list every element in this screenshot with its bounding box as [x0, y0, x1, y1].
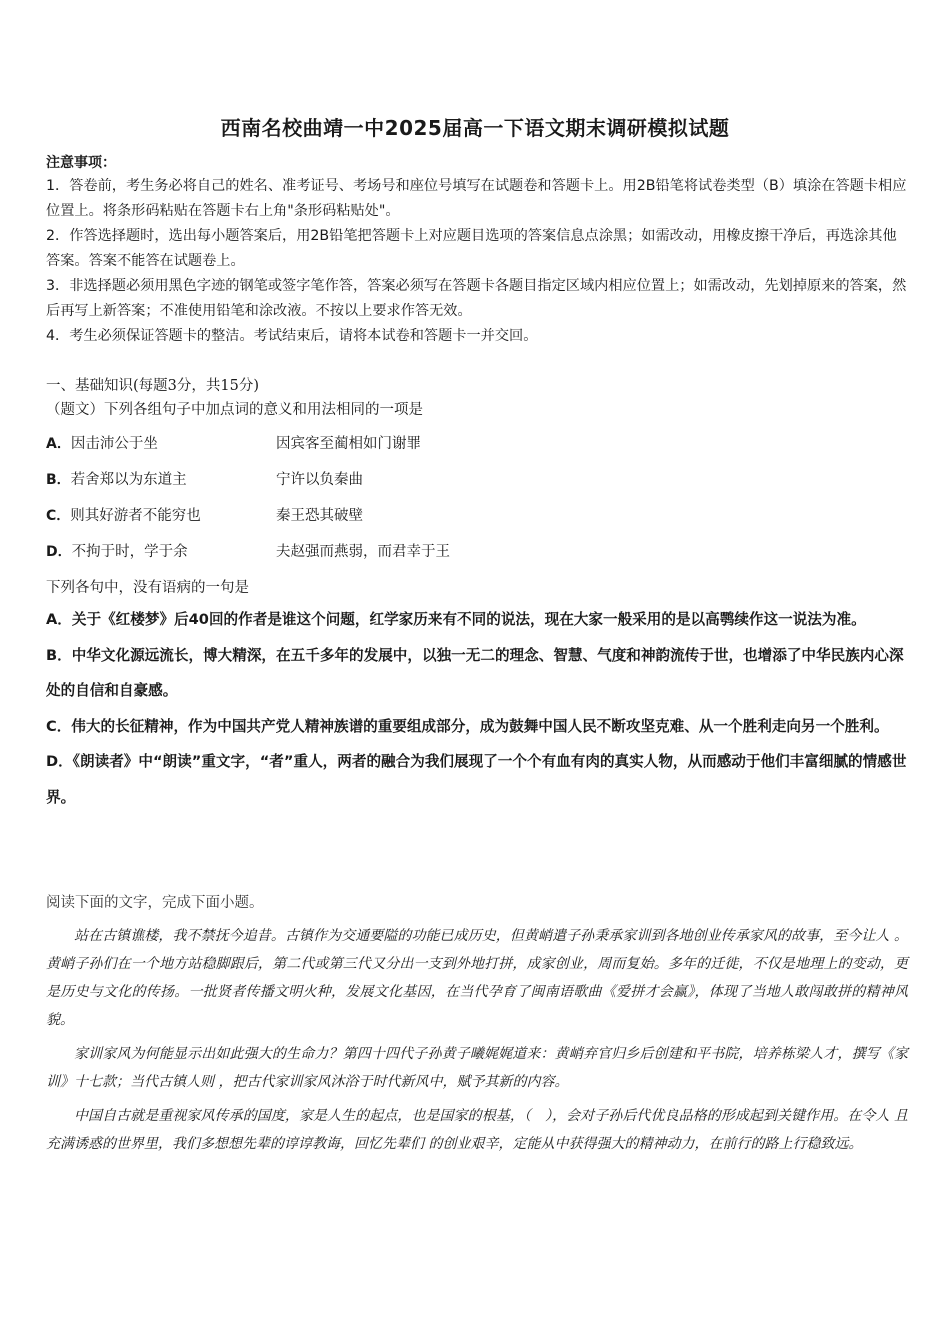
question-2-option-d: D．《朗读者》中“朗读”重文字，“者”重人，两者的融合为我们展现了一个个有血有肉的真实人物，从而感动于他们丰富细腻的情感世界。 [46, 753, 907, 806]
question-2-stem: 下列各句中，没有语病的一句是 [46, 580, 249, 596]
option-right-text: 因宾客至蔺相如门谢罪 [276, 436, 421, 452]
question-1-option-d [46, 540, 908, 564]
question-2-option-a: A．关于《红楼梦》后40回的作者是谁这个问题，红学家历来有不同的说法，现在大家一般采用的是以高鹗续作这一说法为准。 [46, 611, 866, 628]
question-1-option-a [46, 432, 908, 456]
option-left-text: 若舍郑以为东道主 [70, 472, 187, 488]
option-left-text: 则其好游者不能穷也 [70, 508, 201, 524]
section-heading: 一、基础知识(每题3分，共15分) [46, 378, 259, 394]
notice-list [46, 174, 908, 349]
passage-paragraph: 中国自古就是重视家风传承的国度，家是人生的起点，也是国家的根基，（ ），会对子孙后代优良品格的形成起到关键作用。在令人 且充满诱惑的世界里，我们多想想先辈的谆谆教诲，回忆先辈们 的创业艰辛，定能从中获得强大的精神动力，在前行的路上行稳致远。 [46, 1108, 908, 1152]
notice-item: 4．考生必须保证答题卡的整洁。考试结束后，请将本试卷和答题卡一并交回。 [46, 328, 538, 344]
reading-passage [46, 922, 908, 1164]
option-right-text: 夫赵强而燕弱，而君幸于王 [276, 544, 450, 560]
question-2-option-b: B．中华文化源远流长，博大精深，在五千多年的发展中，以独一无二的理念、智慧、气度和神韵流传于世，也增添了中华民族内心深处的自信和自豪感。 [46, 646, 904, 699]
option-letter: A． [46, 436, 71, 452]
question-1-stem: （题文）下列各组句子中加点词的意义和用法相同的一项是 [46, 402, 423, 418]
notice-item: 2．作答选择题时，选出每小题答案后，用2B铅笔把答题卡上对应题目选项的答案信息点涂黑；如需改动，用橡皮擦干净后，再选涂其他答案。答案不能答在试题卷上。 [46, 228, 897, 269]
passage-paragraph: 家训家风为何能显示出如此强大的生命力？第四十四代子孙黄子曦娓娓道来：黄峭弃官归乡后创建和平书院，培养栋梁人才，撰写《家训》十七款；当代古镇人则 ，把古代家训家风沐浴于时代新风中，赋予其新的内容。 [46, 1046, 908, 1090]
option-letter: D． [46, 544, 72, 560]
question-2-option-c: C．伟大的长征精神，作为中国共产党人精神族谱的重要组成部分，成为鼓舞中国人民不断攻坚克难、从一个胜利走向另一个胜利。 [46, 717, 889, 735]
question-2-options [46, 602, 908, 815]
option-left-text: 因击沛公于坐 [70, 436, 158, 452]
notice-item: 3．非选择题必须用黑色字迹的钢笔或签字笔作答，答案必须写在答题卡各题目指定区域内相应位置上；如需改动，先划掉原来的答案，然后再写上新答案；不准使用铅笔和涂改液。不按以上要求作答无效。 [46, 278, 907, 319]
passage-paragraph: 站在古镇谯楼，我不禁抚今追昔。古镇作为交通要隘的功能已成历史，但黄峭遣子孙秉承家训到各地创业传承家风的故事，至今让人 。黄峭子孙们在一个地方站稳脚跟后，第二代或第三代又分出一支到外地打拼，成家创业，周而复始。多年的迁徙，不仅是地理上的变动，更是历史与文化的传扬。一批贤者传播文明火种，发展文化基因，在当代孕育了闽南语歌曲《爱拼才会赢》，体现了当地人敢闯敢拼的精神风貌。 [46, 928, 908, 1028]
option-letter: C． [46, 508, 71, 524]
notice-heading: 注意事项： [46, 155, 116, 171]
reading-heading: 阅读下面的文字，完成下面小题。 [46, 895, 264, 911]
question-1-option-b [46, 468, 908, 492]
option-letter: B． [46, 472, 71, 488]
option-left-text: 不拘于时，学于余 [71, 544, 188, 560]
option-right-text: 秦王恐其破壁 [276, 508, 363, 524]
notice-item: 1．答卷前，考生务必将自己的姓名、准考证号、考场号和座位号填写在试题卷和答题卡上。用2B铅笔将试卷类型（B）填涂在答题卡相应位置上。将条形码粘贴在答题卡右上角"条形码粘贴处"。 [46, 178, 907, 219]
option-right-text: 宁许以负秦曲 [276, 472, 363, 488]
page-title: 西南名校曲靖一中2025届高一下语文期末调研模拟试题 [220, 116, 730, 140]
question-1-option-c [46, 504, 908, 528]
